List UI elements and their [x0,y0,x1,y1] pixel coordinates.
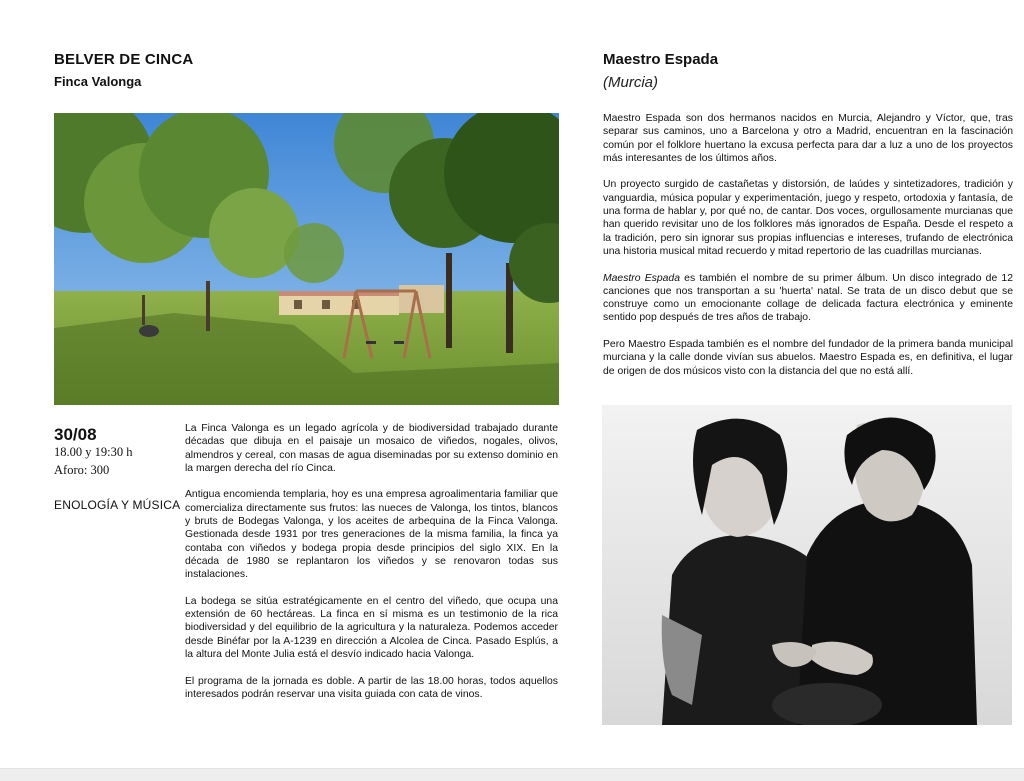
venue-paragraph-2: Antigua encomienda templaria, hoy es una empresa agroalimentaria familiar que comercializa directamente sus frutos: las nueces de Valonga, los tintos, blancos y bruts de Bodegas Valonga, y los aceites de arbequina de la Finca Valonga. Gestionada desde 1931 por tres generaciones de la misma familia, la finca ya contaba con viñedos y bodega propia desde principios del siglo XIX. En la década de 1980 se replantaron los viñedos y se renovaron todas sus instalaciones. [185,489,558,581]
artist-paragraph-3-text: es también el nombre de su primer álbum. Un disco integrado de 12 canciones que nos transportan a su 'huerta' natal. Se trata de un disco debut que se construye como un emocionante collage de delicada factura electrónica y eminente sentido pop después de tres años de trabajo. [603,272,1013,324]
artist-paragraph-1: Maestro Espada son dos hermanos nacidos en Murcia, Alejandro y Víctor, que, tras separar sus caminos, uno a Barcelona y otro a Madrid, encuentran en la fascinación común por el folklore huertano la excusa perfecta para dar a luz a uno de los proyectos más interesantes de los últimos años. [603,113,1013,164]
venue-paragraph-3: La bodega se sitúa estratégicamente en el centro del viñedo, que ocupa una extensión de 60 hectáreas. La finca en sí misma es un testimonio de la rica biodiversidad y del equilibrio de la agricultura y la naturaleza. Podemos acceder desde Binéfar por la A-1239 en dirección a Alcolea de Cinca. Pasado Esplús, a la altura del Monte Julia está el desvío indicado hacia Valonga. [185,595,558,661]
event-category: ENOLOGÍA Y MÚSICA [54,498,181,512]
artist-description [603,112,1013,391]
artist-photo [602,405,1012,725]
venue-subtitle: Finca Valonga [54,74,142,89]
event-times: 18.00 y 19:30 h [54,445,133,459]
venue-description [185,422,558,715]
artist-paragraph-2: Un proyecto surgido de castañetas y distorsión, de laúdes y sintetizadores, tradición y vanguardia, música popular y experimentación, juego y respeto, ortodoxia y fantasía, de una forma de hablar y, por qué no, de cantar. Dos voces, orgullosamente murcianas que han querido revisitar uno de los folklores más ignorados de España. Desde el respeto a la tradición, pero sin ignorar sus propias influencias e intereses, trufando de electrónica una historia musical mitad recuerdo y mitad repertorio de las cuadrillas murcianas. [603,179,1013,257]
artist-subtitle: (Murcia) [603,74,658,91]
artist-paragraph-4: Pero Maestro Espada también es el nombre del fundador de la primera banda municipal murciana y la calle donde vivían sus abuelos. Maestro Espada es, en definitiva, el lugar de origen de dos músicos visto con la distancia del que no está allí. [603,339,1013,377]
artist-paragraph-3 [603,272,1013,325]
footer-bar [0,768,1024,781]
park-photo [54,113,559,405]
event-date: 30/08 [54,425,97,444]
artist-title: Maestro Espada [603,51,719,68]
event-capacity: Aforo: 300 [54,463,110,477]
venue-paragraph-1: La Finca Valonga es un legado agrícola y de biodiversidad trabajado durante décadas que dibuja en el paisaje un mosaico de viñedos, nogales, olivos, almendros y cereal, con masas de agua diseminadas por su extenso dominio en la margen derecha del río Cinca. [185,423,558,474]
venue-paragraph-4: El programa de la jornada es doble. A partir de las 18.00 horas, todos aquellos interesados podrán reservar una visita guiada con cata de vinos. [185,675,558,700]
venue-title: BELVER DE CINCA [54,51,194,68]
album-title: Maestro Espada [603,272,680,284]
